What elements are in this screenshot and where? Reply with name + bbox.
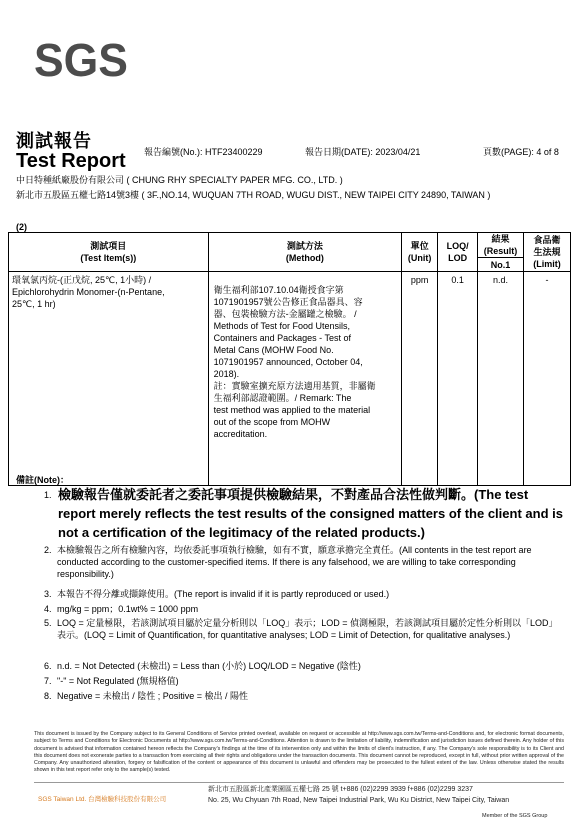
footer-address-en: No. 25, Wu Chyuan 7th Road, New Taipei Industrial Park, Wu Ku District, New Taipei City, Taiwan (208, 797, 510, 804)
report-title-en: Test Report (16, 150, 126, 172)
limit-cell: - (524, 272, 571, 486)
section-label: (2) (16, 222, 27, 232)
note-item (44, 690, 564, 702)
method-line: Containers and Packages - Test of (213, 333, 351, 343)
legal-disclaimer: This document is issued by the Company subject to its General Conditions of Service printed overleaf, available on request or accessible at http://www.sgs.com.tw/Terms-and-Conditions and, for electronic format documents, subject to Terms and Conditions for Electronic Documents at http://www.sgs.com.tw/Terms-and-Conditions. Attention is drawn to the limitation of liability, indemnification and jurisdiction issues defined therein. Any holder of this document is advised that information contained hereon reflects the Company's findings at the time of its intervention only and within the limits of client's instruction, if any. The Company's sole responsibility is to its Client and this document does not exonerate parties to a transaction from exercising all their rights and obligations under the transaction documents. This document cannot be reproduced, except in full, without prior written approval of the Company. Any unauthorized alteration, forgery or falsification of the content or appearance of this document is unlawful and offenders may be prosecuted to the fullest extent of the law. Unless otherwise stated the results shown in this test report refer only to the sample(s) tested. (34, 731, 564, 774)
method-line: 器、包裝檢驗方法-金屬罐之檢驗。 / (213, 309, 357, 319)
method-line: 衛生福利部107.10.04衛授食字第 (213, 285, 344, 295)
method-line: out of the scope from MOHW (213, 417, 331, 427)
footer-company: SGS Taiwan Ltd. 台灣檢驗科技股份有限公司 (38, 796, 167, 803)
method-line: 註：實驗室擴充原方法適用基質，非屬衛 (213, 381, 376, 391)
notes-label: 備註(Note)： (16, 475, 69, 485)
note-number: 6. (44, 661, 52, 671)
header-unit-en: (Unit) (407, 253, 432, 263)
unit-cell: ppm (402, 272, 438, 486)
test-item-line: 25℃, 1 hr) (12, 299, 56, 309)
note-number: 3. (44, 589, 52, 599)
header-test-item-zh: 測試項目 (90, 241, 127, 251)
client-address: 新北市五股區五權七路14號3樓 ( 3F.,NO.14, WUQUAN 7TH ROAD, WUGU DIST., NEW TAIPEI CITY 24890, TAIWAN ) (16, 190, 491, 200)
header-loq-lod (438, 233, 478, 272)
note-item (44, 603, 564, 615)
test-item-cell (9, 272, 209, 486)
method-line: 2018). (213, 369, 240, 379)
header-limit-line3: (Limit) (533, 259, 561, 269)
header-limit (524, 233, 571, 272)
results-table (8, 232, 571, 486)
note-item (44, 675, 564, 687)
header-test-item (9, 233, 209, 272)
test-item-line: Epichlorohydrin Monomer-(n-Pentane, (12, 287, 165, 297)
loq-cell: 0.1 (438, 272, 478, 486)
note-number: 2. (44, 545, 52, 555)
table-row (9, 272, 571, 486)
note-text: 本檢驗報告之所有檢驗內容，均依委託事項執行檢驗，如有不實，願意承擔完全責任。(All contents in the test report are conducted according to the customer-specified items. If there is any falsehood, we are willing to take corresponding responsibility.) (57, 545, 532, 579)
method-line: accreditation. (213, 429, 268, 439)
note-number: 8. (44, 691, 52, 701)
note-text: 本報告不得分離或擷錄使用。(The report is invalid if it is partly reproduced or used.) (57, 589, 390, 599)
method-line: Methods of Test for Food Utensils, (213, 321, 350, 331)
result-cell: n.d. (478, 272, 524, 486)
report-number: 報告編號(No.): HTF23400229 (144, 147, 263, 157)
header-limit-line1: 食品衛 (533, 235, 561, 245)
note-number: 1. (44, 490, 52, 500)
note-item (44, 588, 564, 600)
page-number: 頁數(PAGE): 4 of 8 (483, 147, 559, 157)
header-loq-line2: LOD (448, 253, 468, 263)
note-number: 4. (44, 604, 52, 614)
note-item (44, 485, 564, 542)
note-text: Negative = 未檢出 / 陰性 ; Positive = 檢出 / 陽性 (57, 691, 249, 701)
header-unit (402, 233, 438, 272)
header-method-en: (Method) (285, 253, 324, 263)
note-text: LOQ = 定量極限，若該測試項目屬於定量分析則以「LOQ」表示；LOD = 偵測極限，若該測試項目屬於定性分析則以「LOD」表示。(LOQ = Limit of Quantification, for quantitative analyses; LOD = Limit of Detection, for qualitative analyses.) (57, 618, 558, 640)
test-item-line: 環氧氯丙烷-(正戊烷, 25℃, 1小時) / (12, 275, 152, 285)
client-company: 中日特種紙廠股份有限公司 ( CHUNG RHY SPECIALTY PAPER MFG. CO., LTD. ) (16, 175, 343, 185)
method-cell (208, 272, 402, 486)
report-date: 報告日期(DATE): 2023/04/21 (305, 147, 421, 157)
header-result-en: (Result) (483, 246, 518, 256)
method-line: 1071901957號公告修正食品器具、容 (213, 297, 363, 307)
header-method-zh: 測試方法 (286, 241, 323, 251)
header-test-item-en: (Test Item(s)) (80, 253, 137, 263)
note-item (44, 617, 564, 641)
header-unit-zh: 單位 (410, 241, 429, 251)
sgs-logo-text: SGS (34, 36, 128, 80)
footer-divider (34, 782, 564, 783)
method-line: Metal Cans (MOHW Food No. (213, 345, 334, 355)
table-header-row (9, 233, 571, 258)
header-result-zh: 結果 (491, 234, 510, 244)
note-text: 檢驗報告僅就委託者之委託事項提供檢驗結果，不對產品合法性做判斷。(The test report merely reflects the test results of the consigned matters of the client and is not a certification of the legitimacy of the related products.) (58, 487, 563, 540)
note-text: "-" = Not Regulated (無規格值) (57, 676, 179, 686)
note-number: 7. (44, 676, 52, 686)
method-line: 1071901957 announced, October 04, (213, 357, 363, 367)
header-method (208, 233, 402, 272)
header-loq-line1: LOQ/ (446, 241, 469, 251)
footer-address-zh: 新北市五股區新北產業園區五權七路 25 號 t+886 (02)2299 3939 f+886 (02)2299 3237 (208, 786, 473, 793)
method-line: 生福利部認證範圍。/ Remark: The (213, 393, 352, 403)
note-item (44, 544, 564, 580)
header-result-no1: No.1 (478, 258, 524, 272)
footer-member: Member of the SGS Group (482, 813, 548, 819)
note-number: 5. (44, 618, 52, 628)
header-result (478, 233, 524, 258)
header-limit-line2: 生法規 (533, 247, 561, 257)
report-title-zh: 測試報告 (16, 131, 92, 151)
note-text: n.d. = Not Detected (未檢出) = Less than (小於) LOQ/LOD = Negative (陰性) (57, 661, 361, 671)
sgs-logo (34, 36, 130, 80)
note-text: mg/kg = ppm；0.1wt% = 1000 ppm (57, 604, 199, 614)
note-item (44, 660, 564, 672)
method-line: test method was applied to the material (213, 405, 371, 415)
